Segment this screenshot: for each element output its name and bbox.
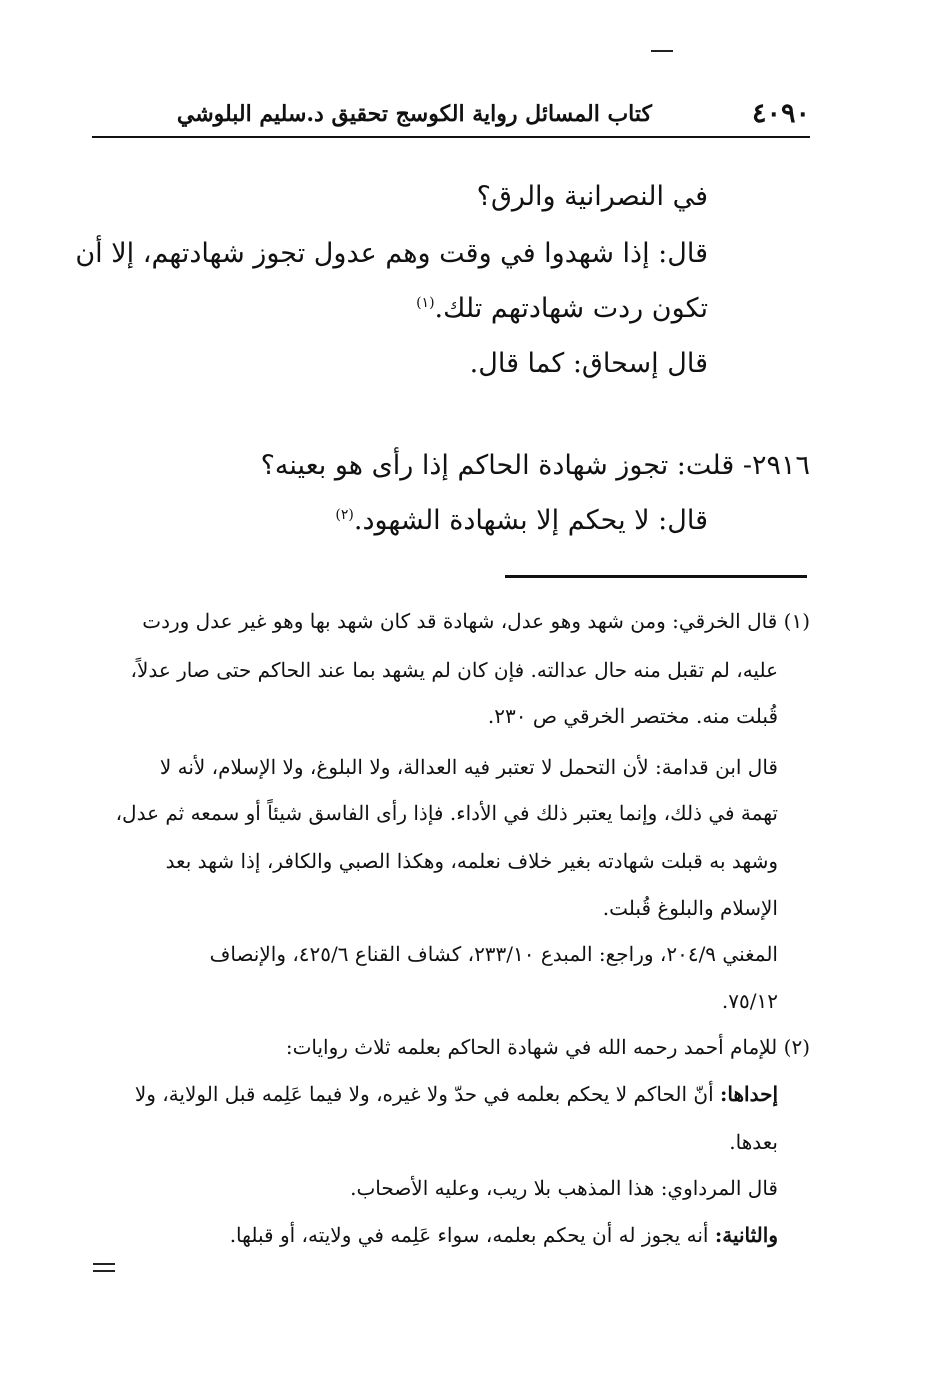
footnote-1-line-1: (١) قال الخرقي: ومن شهد وهو عدل، شهادة قد كان شهد بها وهو غير عدل وردت bbox=[142, 609, 810, 633]
issue-question: قلت: تجوز شهادة الحاكم إذا رأى هو بعينه؟ bbox=[260, 450, 735, 481]
continuation-mark-top bbox=[93, 1263, 115, 1265]
main-line-4-text: قال إسحاق: كما قال. bbox=[469, 348, 708, 379]
page-header bbox=[92, 96, 810, 136]
issue-answer-text: قال: لا يحكم إلا بشهادة الشهود. bbox=[353, 505, 708, 536]
main-line-1 bbox=[88, 183, 708, 210]
footnote-2-first-label: إحداها: bbox=[720, 1082, 778, 1106]
footnote-1-line-7: الإسلام والبلوغ قُبلت. bbox=[602, 896, 778, 920]
footnote-ref-1[interactable]: (١) bbox=[416, 295, 435, 311]
footnote-1-line-6: وشهد به قبلت شهادته بغير خلاف نعلمه، وهكذا الصبي والكافر، إذا شهد بعد bbox=[165, 849, 778, 873]
footnote-2-second-text: أنه يجوز له أن يحكم بعلمه، سواء عَلِمه في ولايته، أو قبلها. bbox=[229, 1223, 709, 1247]
main-line-1-text: في النصرانية والرق؟ bbox=[476, 181, 708, 212]
main-line-3-text: تكون ردت شهادتهم تلك. bbox=[434, 293, 708, 324]
footnote-1-line-2: عليه، لم تقبل منه حال عدالته. فإن كان لم يشهد بما عند الحاكم حتى صار عدلاً، bbox=[130, 658, 778, 682]
footnote-2-line-2 bbox=[135, 1084, 778, 1104]
footnote-1-line-5: تهمة في ذلك، وإنما يعتبر ذلك في الأداء. فإذا رأى الفاسق شيئاً أو سمعه ثم عدل، bbox=[115, 801, 778, 825]
footnote-1-line-4: قال ابن قدامة: لأن التحمل لا تعتبر فيه العدالة، ولا البلوغ، ولا الإسلام، لأنه لا bbox=[159, 755, 778, 779]
footnote-2-line-1: (٢) للإمام أحمد رحمه الله في شهادة الحاكم بعلمه ثلاث روايات: bbox=[285, 1035, 810, 1059]
footnote-2-line-4: قال المرداوي: هذا المذهب بلا ريب، وعليه الأصحاب. bbox=[350, 1176, 778, 1200]
main-line-3 bbox=[88, 295, 708, 322]
main-line-4 bbox=[88, 350, 708, 377]
footnote-1-line-9: ٧٥/١٢. bbox=[721, 989, 778, 1013]
page-number: ٤٠٩٠ bbox=[751, 98, 810, 129]
footnote-2-line-3: بعدها. bbox=[729, 1130, 778, 1154]
issue-number: ٢٩١٦- bbox=[742, 450, 810, 481]
footnote-2-line-5 bbox=[230, 1225, 778, 1245]
main-line-2-text: قال: إذا شهدوا في وقت وهم عدول تجوز شهادتهم، إلا أن bbox=[75, 238, 708, 269]
footnote-2-first-text: أنّ الحاكم لا يحكم بعلمه في حدّ ولا غيره، ولا فيما عَلِمه قبل الولاية، ولا bbox=[134, 1082, 714, 1106]
issue-2916 bbox=[261, 450, 810, 481]
footnote-2-second-label: والثانية: bbox=[714, 1223, 778, 1247]
footnote-1-line-8: المغني ٢٠٤/٩، وراجع: المبدع ٢٣٣/١٠، كشاف القناع ٤٢٥/٦، والإنصاف bbox=[209, 942, 778, 966]
footnote-separator bbox=[505, 575, 807, 578]
footnote-ref-2[interactable]: (٢) bbox=[335, 507, 354, 523]
header-rule bbox=[92, 136, 810, 138]
continuation-mark-bottom bbox=[93, 1270, 115, 1272]
issue-answer bbox=[335, 505, 708, 536]
footnote-1-line-3: قُبلت منه. مختصر الخرقي ص ٢٣٠. bbox=[487, 704, 778, 728]
running-title: كتاب المسائل رواية الكوسج تحقيق د.سليم البلوشي bbox=[176, 101, 652, 127]
main-line-2 bbox=[75, 238, 708, 269]
top-dash-mark bbox=[651, 50, 673, 52]
